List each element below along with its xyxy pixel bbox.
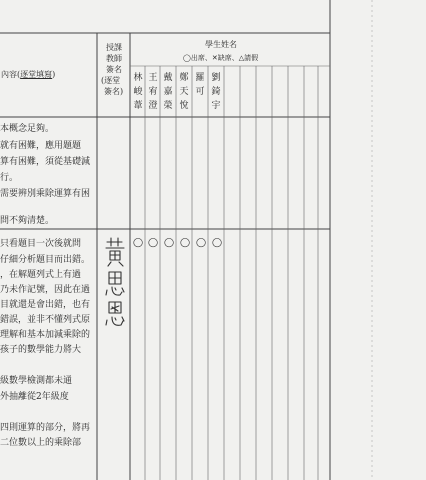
row2-line: 只看題目一次後就問 <box>0 239 82 249</box>
row1-line: 需要辨別乘除運算有困 <box>0 189 91 199</box>
row2-line: 孩子的數學能力將大 <box>0 345 82 355</box>
row2-line: 四則運算的部分，將再 <box>0 423 91 433</box>
student-name-3: 戴 嘉 榮 <box>163 73 173 111</box>
content-column-label: 內容( <box>1 70 21 79</box>
student-name-5: 羅 可 <box>195 73 205 97</box>
row2-line: 乃未作記號，因此在過 <box>0 285 91 295</box>
signature-header-line: 簽名 <box>106 65 122 74</box>
content-column-header <box>1 70 55 79</box>
attendance-mark: ◯ <box>180 238 191 248</box>
row2-line: 錯誤，並非不懂列式原 <box>0 315 91 325</box>
row2-line: 級數學檢測都未通 <box>0 376 73 386</box>
signature-header-line: (逐堂 <box>101 76 121 85</box>
row1-line: 行。 <box>0 173 19 183</box>
row1-line: 本概念足夠。 <box>0 124 55 134</box>
student-name-4: 鄭 天 悅 <box>179 73 189 111</box>
row1-line: 問不夠清楚。 <box>0 216 55 226</box>
row2-line: 外抽離從2年級度 <box>0 392 69 402</box>
attendance-mark: ◯ <box>148 238 159 248</box>
teacher-signature <box>100 232 130 332</box>
attendance-mark: ◯ <box>164 238 175 248</box>
student-name-6: 劉 錡 宇 <box>211 73 221 111</box>
attendance-mark: ◯ <box>212 238 223 248</box>
row2-line: 仔細分析題目而出錯。 <box>0 255 91 265</box>
row1-line: 算有困難，須從基礎減 <box>0 157 91 167</box>
row2-line: 二位數以上的乘除部 <box>0 438 82 448</box>
signature-header-line: 簽名) <box>104 87 124 96</box>
row1-line: 就有困難，應用題題 <box>0 141 82 151</box>
row2-line: ，在解題列式上有過 <box>0 270 82 280</box>
attendance-mark: ◯ <box>196 238 207 248</box>
signature-header-line: 授課 <box>106 43 122 52</box>
attendance-mark: ◯ <box>133 238 144 248</box>
signature-header-line: 教師 <box>106 54 122 63</box>
row2-line: 目就還是會出錯，也有 <box>0 300 91 310</box>
content-column-link: 逐堂填寫 <box>20 70 53 79</box>
row2-line: 理解和基本加減乘除的 <box>0 330 91 340</box>
student-name-2: 王 宥 澄 <box>148 73 158 111</box>
students-title: 學生姓名 <box>205 40 237 49</box>
content-column-close: ) <box>52 70 56 79</box>
student-name-1: 林 峻 葦 <box>133 73 143 111</box>
attendance-legend: ◯出席、✕缺席、△請假 <box>183 54 259 62</box>
